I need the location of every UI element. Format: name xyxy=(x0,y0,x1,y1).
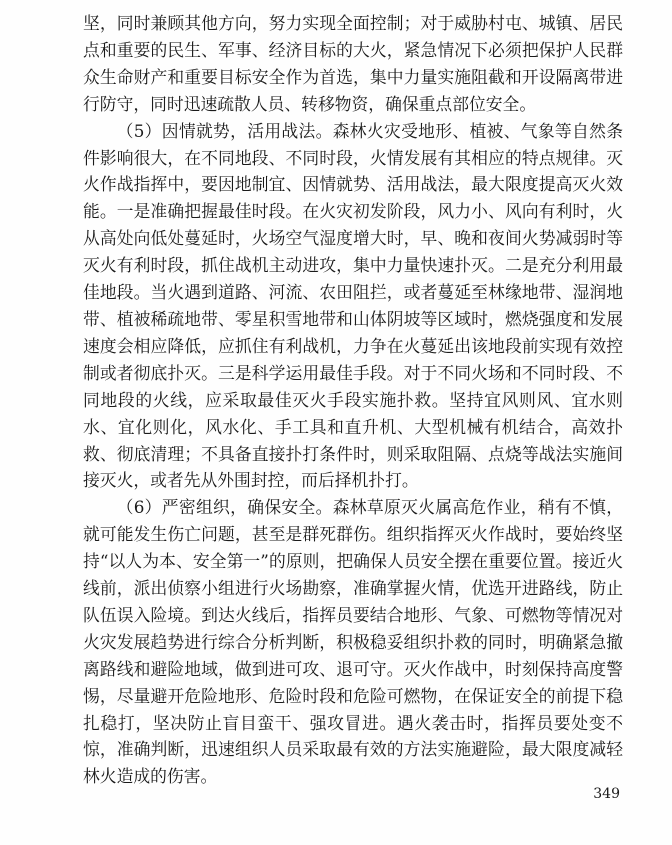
paragraph-section-6: （6）严密组织，确保安全。森林草原灭火属高危作业，稍有不慎，就可能发生伤亡问题，甚至是群死群伤。组织指挥灭火作战时，要始终坚持“以人为本、安全第一”的原则，把确保人员安全摆在重要位置。接近火线前，派出侦察小组进行火场勘察，准确掌握火情，优选开进路线，防止队伍误入险境。到达火线后，指挥员要结合地形、气象、可燃物等情况对火灾发展趋势进行综合分析判断，积极稳妥组织扑救的同时，明确紧急撤离路线和避险地域，做到进可攻、退可守。灭火作战中，时刻保持高度警惕，尽量避开危险地形、危险时段和危险可燃物，在保证安全的前提下稳扎稳打，坚决防止盲目蛮干、强攻冒进。遇火袭击时，指挥员要处变不惊，准确判断，迅速组织人员采取最有效的方法实施避险，最大限度减轻林火造成的伤害。 xyxy=(83,497,623,787)
paragraph-continuation: 坚，同时兼顾其他方向，努力实现全面控制；对于威胁村屯、城镇、居民点和重要的民生、军事、经济目标的大火，紧急情况下必须把保护人民群众生命财产和重要目标安全作为首选，集中力量实施阻截和开设隔离带进行防守，同时迅速疏散人员、转移物资，确保重点部位安全。 xyxy=(83,13,623,114)
page-number: 349 xyxy=(593,786,620,802)
body-text xyxy=(83,10,623,790)
paragraph-section-5: （5）因情就势，活用战法。森林火灾受地形、植被、气象等自然条件影响很大，在不同地段、不同时段，火情发展有其相应的特点规律。灭火作战指挥中，要因地制宜、因情就势、活用战法，最大限度提高灭火效能。一是准确把握最佳时段。在火灾初发阶段，风力小、风向有利时，火从高处向低处蔓延时，火场空气湿度增大时，早、晚和夜间火势减弱时等灭火有利时段，抓住战机主动进攻，集中力量快速扑灭。二是充分利用最佳地段。当火遇到道路、河流、农田阻拦，或者蔓延至林缘地带、湿润地带、植被稀疏地带、零星积雪地带和山体阴坡等区域时，燃烧强度和发展速度会相应降低，应抓住有利战机，力争在火蔓延出该地段前实现有效控制或者彻底扑灭。三是科学运用最佳手段。对于不同火场和不同时段、不同地段的火线，应采取最佳灭火手段实施扑救。坚持宜风则风、宜水则水、宜化则化，风水化、手工具和直升机、大型机械有机结合，高效扑救、彻底清理；不具备直接扑打条件时，则采取阻隔、点烧等战法实施间接灭火，或者先从外围封控，而后择机扑打。 xyxy=(83,120,623,491)
